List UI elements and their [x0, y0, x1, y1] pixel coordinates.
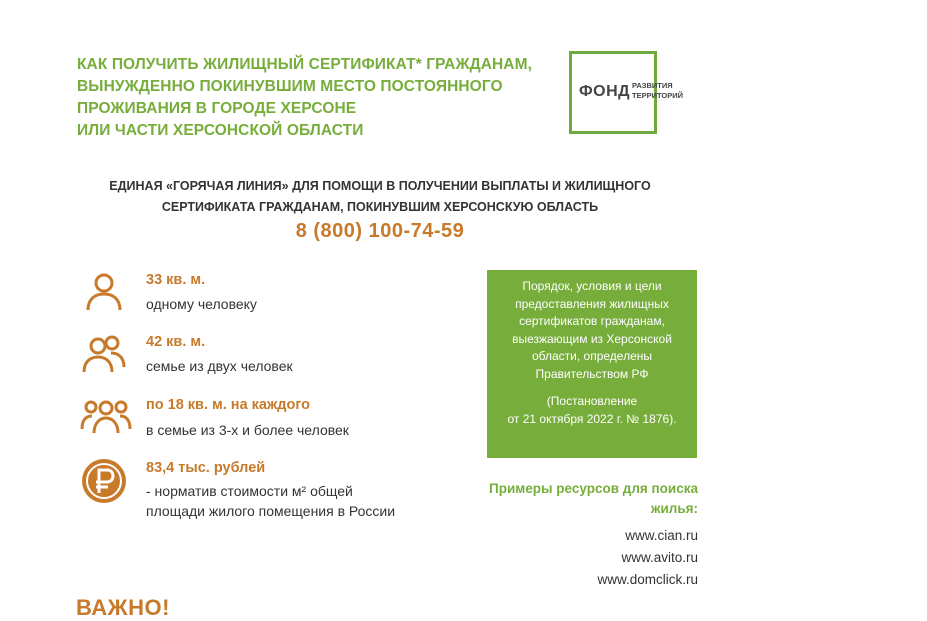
title-line-1: КАК ПОЛУЧИТЬ ЖИЛИЩНЫЙ СЕРТИФИКАТ* ГРАЖДАНАМ, [77, 56, 533, 73]
hotline-text [100, 176, 660, 218]
info-line-3: сертификатов гражданам, [519, 314, 665, 328]
resource-link-cian[interactable]: www.cian.ru [625, 528, 698, 543]
norm-value-1: 33 кв. м. [146, 272, 206, 288]
logo-main-text: ФОНД [579, 83, 631, 100]
info-note-line-1: (Постановление [546, 394, 638, 408]
hotline-line-2: СЕРТИФИКАТА ГРАЖДАНАМ, ПОКИНУВШИМ ХЕРСОНСКУЮ ОБЛАСТЬ [161, 200, 599, 214]
important-heading: ВАЖНО! [76, 595, 170, 620]
norm-value-2: 42 кв. м. [146, 334, 206, 350]
logo-sub-line-1: РАЗВИТИЯ [632, 81, 673, 90]
resources-title [480, 479, 698, 519]
group-icon [80, 393, 128, 441]
hotline-phone[interactable]: 8 (800) 100-74-59 [295, 220, 465, 242]
page-title [77, 54, 547, 142]
info-line-5: области, определены [531, 349, 652, 363]
ruble-coin-icon [80, 457, 128, 505]
hotline-line-1: ЕДИНАЯ «ГОРЯЧАЯ ЛИНИЯ» ДЛЯ ПОМОЩИ В ПОЛУЧЕНИИ ВЫПЛАТЫ И ЖИЛИЩНОГО [109, 179, 651, 193]
info-line-4: выезжающим из Херсонской [512, 331, 672, 346]
info-line-1: Порядок, условия и цели [522, 279, 662, 293]
title-line-4: ИЛИ ЧАСТИ ХЕРСОНСКОЙ ОБЛАСТИ [77, 122, 364, 139]
logo-sub-line-2: ТЕРРИТОРИЙ [632, 91, 683, 100]
norm-desc-1: одному человеку [146, 296, 257, 312]
norm-value-4: 83,4 тыс. рублей [146, 460, 266, 476]
info-box [487, 270, 697, 458]
two-persons-icon [80, 330, 128, 378]
info-line-6: Правительством РФ [535, 366, 649, 381]
norm-desc-2: семье из двух человек [146, 358, 293, 374]
norm-desc-4-line-1: - норматив стоимости м² общей [146, 483, 353, 499]
logo-sub-text [632, 81, 683, 101]
norm-desc-4-line-2: площади жилого помещения в России [146, 503, 396, 519]
fund-logo [569, 51, 683, 134]
title-line-3: ПРОЖИВАНИЯ В ГОРОДЕ ХЕРСОНЕ [77, 100, 357, 117]
title-line-2: ВЫНУЖДЕННО ПОКИНУВШИМ МЕСТО ПОСТОЯННОГО [77, 78, 503, 95]
info-line-2: предоставления жилищных [515, 296, 669, 311]
norm-value-3: по 18 кв. м. на каждого [146, 397, 311, 413]
info-note-line-2: от 21 октября 2022 г. № 1876). [507, 411, 677, 426]
person-icon [80, 268, 128, 316]
resources-title-line-1: Примеры ресурсов для поиска [489, 481, 698, 496]
norm-desc-3: в семье из 3-х и более человек [146, 422, 349, 438]
resource-link-domclick[interactable]: www.domclick.ru [597, 572, 698, 587]
resources-title-line-2: жилья: [650, 501, 698, 516]
resource-link-avito[interactable]: www.avito.ru [621, 550, 698, 565]
